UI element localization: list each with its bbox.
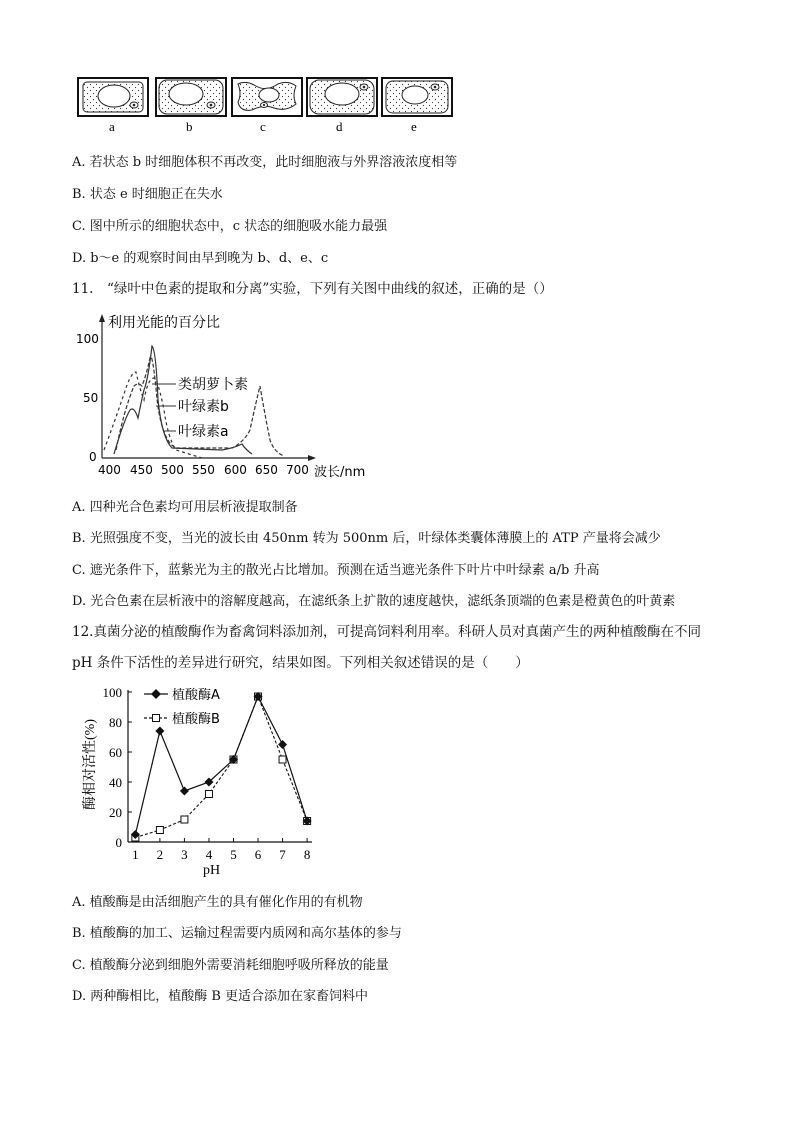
chart1-xtick-400: 400 [98,463,121,477]
chart1-ytick-0: 0 [89,450,97,464]
cell-diagram [74,74,474,134]
cell-label-d: d [336,119,343,134]
q11-option-b: B. 光照强度不变，当光的波长由 450nm 转为 500nm 后，叶绿体类囊体薄膜上的 ATP 产量将会减少 [72,531,661,546]
chart1-label-carotenoid: 类胡萝卜素 [178,377,248,393]
chart1-label-chl-b: 叶绿素b [178,399,229,415]
chart1-xtick-600: 600 [224,463,247,477]
chart1-xtick-550: 550 [192,463,215,477]
series-a-point [155,727,164,736]
chart2-legend [144,687,220,727]
legend-label-b: 植酸酶B [172,712,220,727]
q11-option-a: A. 四种光合色素均可用层析液提取制备 [72,500,298,515]
chart2-xtick-label: 4 [205,847,213,862]
chart2-xtick-label: 5 [230,847,237,862]
chart2-ylabel: 酶相对活性(%) [83,719,98,810]
chart2-ytick-label: 60 [109,745,122,760]
q10-option-a: A. 若状态 b 时细胞体积不再改变，此时细胞液与外界溶液浓度相等 [72,155,458,170]
chart1-ylabel: 利用光能的百分比 [108,315,220,331]
series-b-point [156,827,163,834]
cell-label-a: a [109,119,115,134]
cell-c [232,78,302,116]
q10-option-d: D. b～e 的观察时间由早到晚为 b、d、e、c [72,251,329,266]
series-a-line [135,697,307,835]
chart2-xtick-label: 3 [181,847,188,862]
chart2-xtick-label: 6 [254,847,262,862]
cell-label-e: e [411,119,417,134]
q12-option-a: A. 植酸酶是由活细胞产生的具有催化作用的有机物 [72,895,363,910]
chart2-ytick-label: 0 [115,835,122,850]
chart1-xtick-700: 700 [286,463,309,477]
chart1-label-chl-a: 叶绿素a [178,424,229,440]
cell-label-c: c [260,119,266,134]
cell-b [156,78,226,116]
chart1-xtick-500: 500 [161,463,184,477]
cell-a [78,78,148,116]
chart1-ytick-100: 100 [76,332,99,346]
series-a-point [180,787,189,796]
chart1-ytick-50: 50 [83,391,99,405]
chart2-xtick-label: 8 [303,847,311,862]
q12-stem-line1: 12.真菌分泌的植酸酶作为畜禽饲料添加剂，可提高饲料利用率。科研人员对真菌产生的两种植酸酶在不同 [72,624,701,640]
chart2-xtick-label: 1 [132,847,139,862]
series-a-point [278,740,287,749]
q10-option-b: B. 状态 e 时细胞正在失水 [72,187,223,202]
series-b-point [205,791,212,798]
q12-option-d: D. 两种酶相比，植酸酶 B 更适合添加在家畜饲料中 [72,989,369,1004]
q12-option-c: C. 植酸酶分泌到细胞外需要消耗细胞呼吸所释放的能量 [72,958,389,973]
chart1-xlabel: 波长/nm [314,465,366,480]
q10-option-c: C. 图中所示的细胞状态中，c 状态的细胞吸水能力最强 [72,219,388,234]
cell-d [307,78,377,116]
chart2-xtick-label: 2 [156,847,164,862]
chart2-ytick-label: 80 [109,715,122,730]
chart2-xlabel: pH [203,863,221,878]
chart1-xtick-650: 650 [255,463,278,477]
q11-option-d: D. 光合色素在层析液中的溶解度越高，在滤纸条上扩散的速度越快，滤纸条顶端的色素是橙黄色的叶黄素 [72,594,676,609]
cell-e [382,78,452,116]
absorption-chart [72,310,372,480]
chart2-ytick-label: 100 [102,685,122,700]
series-b-point [279,756,286,763]
chart2-ytick-label: 40 [109,775,122,790]
legend-label-a: 植酸酶A [172,688,220,703]
cell-label-b: b [186,119,193,134]
chart2-ytick-label: 20 [109,805,122,820]
chart1-xtick-450: 450 [130,463,153,477]
chart2-xtick-label: 7 [279,847,286,862]
enzyme-activity-chart [72,678,332,878]
q11-stem: 11. “绿叶中色素的提取和分离”实验，下列有关图中曲线的叙述，正确的是（） [72,281,553,297]
q11-option-c: C. 遮光条件下，蓝紫光为主的散光占比增加。预测在适当遮光条件下叶片中叶绿素 a/b 升高 [72,563,600,578]
q12-stem-line2: pH 条件下活性的差异进行研究，结果如图。下列相关叙述错误的是（ ） [72,655,529,671]
q12-option-b: B. 植酸酶的加工、运输过程需要内质网和高尔基体的参与 [72,926,402,941]
series-b-point [181,816,188,823]
